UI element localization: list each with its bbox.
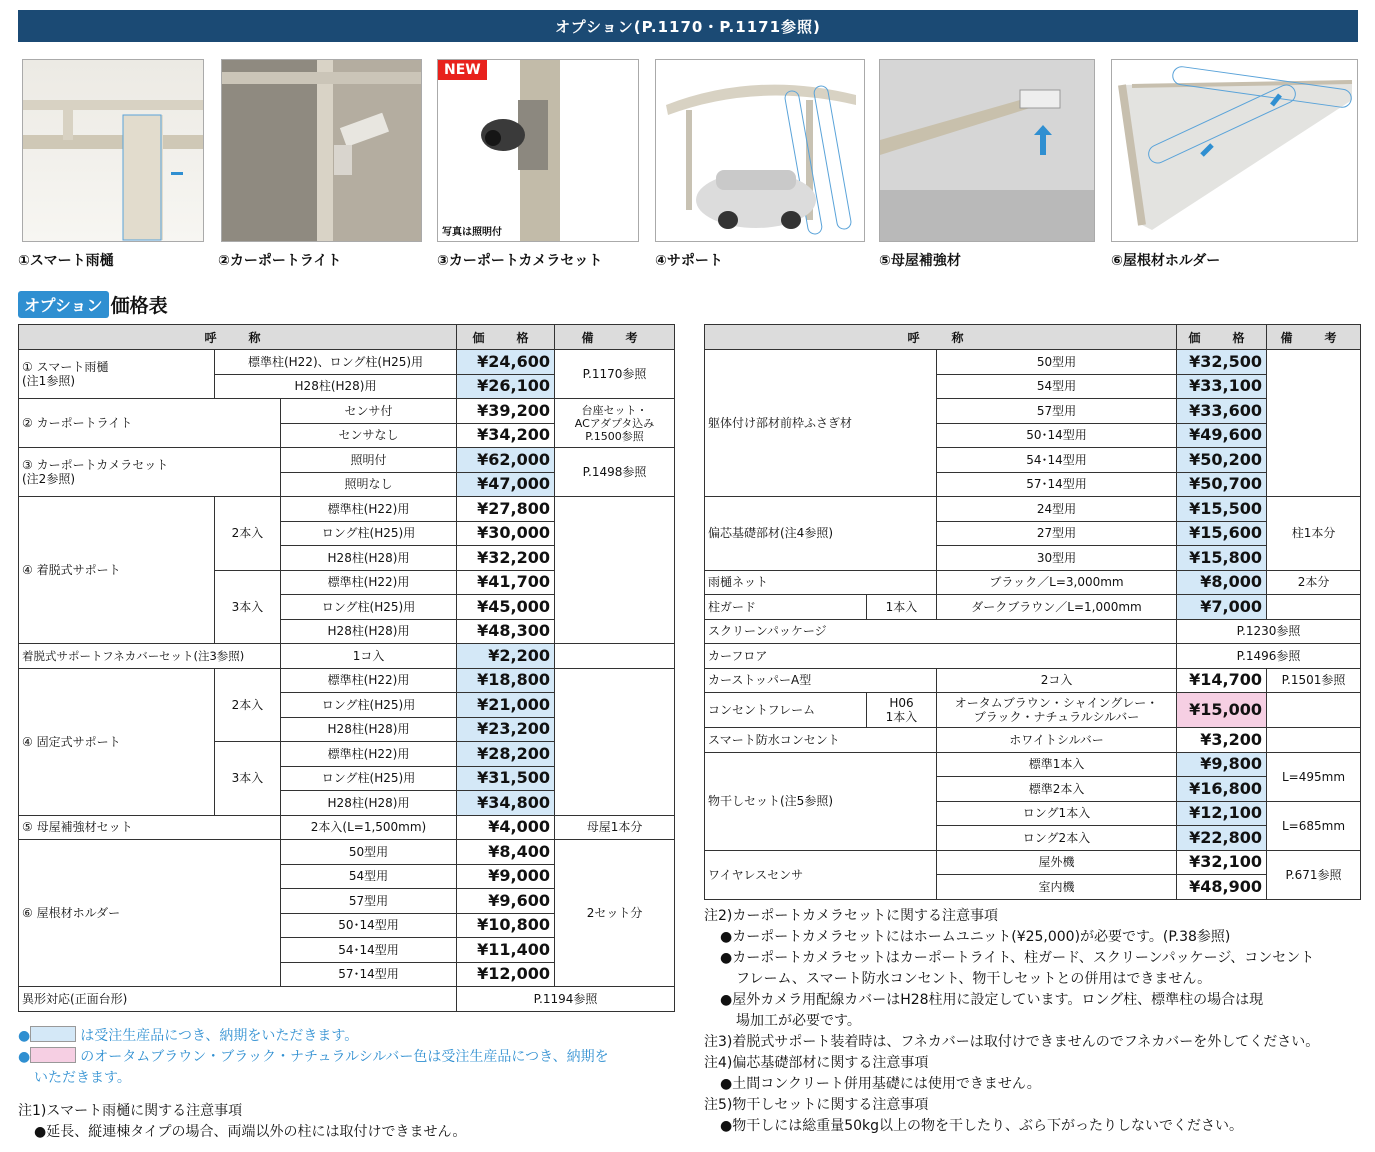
legend <box>18 1026 678 1089</box>
item-fixed-support: ④ 固定式サポート <box>19 668 215 815</box>
item-sensor: ワイヤレスセンサ <box>705 850 937 899</box>
variant: 54･14型用 <box>281 938 457 963</box>
camera-illustration <box>438 60 639 242</box>
price: ¥16,800 <box>1177 777 1267 802</box>
left-price-table <box>18 324 675 1012</box>
price: ¥15,000 <box>1177 693 1267 728</box>
variant: 標準柱(H22)用 <box>281 742 457 767</box>
photo-carport-light <box>221 59 422 242</box>
note: P.671参照 <box>1267 850 1361 899</box>
support-illustration <box>656 60 865 242</box>
price: ¥62,000 <box>457 448 555 473</box>
price: ¥27,800 <box>457 497 555 522</box>
variant: 室内機 <box>937 875 1177 900</box>
price: ¥15,800 <box>1177 546 1267 571</box>
photo-note: 写真は照明付 <box>442 227 502 238</box>
note: P.1170参照 <box>555 350 675 399</box>
price: ¥39,200 <box>457 399 555 424</box>
price: ¥11,400 <box>457 938 555 963</box>
price: ¥50,200 <box>1177 448 1267 473</box>
price: ¥48,900 <box>1177 875 1267 900</box>
note: L=685mm <box>1267 801 1361 850</box>
qty: H06 1本入 <box>867 693 937 728</box>
note-1-title: 注1)スマート雨樋に関する注意事項 <box>18 1103 243 1119</box>
note: 母屋1本分 <box>555 815 675 840</box>
price: ¥48,300 <box>457 619 555 644</box>
header-name: 呼 称 <box>19 325 457 350</box>
header-price: 価 格 <box>457 325 555 350</box>
photo-purlin <box>879 59 1095 242</box>
price: ¥33,600 <box>1177 399 1267 424</box>
note: 2本分 <box>1267 570 1361 595</box>
price: ¥28,200 <box>457 742 555 767</box>
item-guard: 柱ガード <box>705 595 867 620</box>
price: ¥10,800 <box>457 913 555 938</box>
banner: オプション(P.1170・P.1171参照) <box>18 10 1358 42</box>
variant: 50型用 <box>937 350 1177 375</box>
spec: ブラック／L=3,000mm <box>937 570 1177 595</box>
item-camera: ③ カーポートカメラセット (注2参照) <box>19 448 281 497</box>
ref: P.1194参照 <box>457 987 675 1012</box>
new-badge: NEW <box>438 60 487 80</box>
legend-blue-text: は受注生産品につき、納期をいただきます。 <box>80 1028 359 1044</box>
note-2-item: ●カーポートカメラセットはカーポートライト、柱ガード、スクリーンパッケージ、コンセント <box>720 950 1315 966</box>
caption-3: ③カーポートカメラセット <box>437 253 603 269</box>
legend-bullet: ● <box>18 1049 31 1065</box>
note: 柱1本分 <box>1267 497 1361 571</box>
photo-smart-gutter <box>22 59 204 242</box>
light-illustration <box>222 60 422 242</box>
item-stopper: カーストッパーA型 <box>705 668 937 693</box>
price: ¥12,000 <box>457 962 555 987</box>
variant: 24型用 <box>937 497 1177 522</box>
price: ¥3,200 <box>1177 728 1267 753</box>
variant: 50･14型用 <box>281 913 457 938</box>
caption-2: ②カーポートライト <box>218 253 342 269</box>
variant: 標準柱(H22)用 <box>281 570 457 595</box>
price: ¥7,000 <box>1177 595 1267 620</box>
price: ¥2,200 <box>457 644 555 669</box>
variant: ロング柱(H25)用 <box>281 521 457 546</box>
variant: H28柱(H28)用 <box>281 717 457 742</box>
price: ¥49,600 <box>1177 423 1267 448</box>
variant: センサなし <box>281 423 457 448</box>
note-4-title: 注4)偏芯基礎部材に関する注意事項 <box>704 1055 929 1071</box>
price: ¥9,000 <box>457 864 555 889</box>
price: ¥41,700 <box>457 570 555 595</box>
ref: P.1496参照 <box>1177 644 1361 669</box>
qty: 1コ入 <box>281 644 457 669</box>
item-light: ② カーポートライト <box>19 399 281 448</box>
price: ¥15,500 <box>1177 497 1267 522</box>
variant: 57･14型用 <box>281 962 457 987</box>
holder-illustration <box>1112 60 1358 242</box>
section-tag: オプション <box>18 291 109 318</box>
variant: 標準2本入 <box>937 777 1177 802</box>
qty: 1本入 <box>867 595 937 620</box>
price: ¥8,400 <box>457 840 555 865</box>
variant: 屋外機 <box>937 850 1177 875</box>
item-odd-shape: 異形対応(正面台形) <box>19 987 457 1012</box>
price: ¥45,000 <box>457 595 555 620</box>
note: P.1501参照 <box>1267 668 1361 693</box>
qty: 2本入(L=1,500mm) <box>281 815 457 840</box>
header-note: 備 考 <box>555 325 675 350</box>
variant: H28柱(H28)用 <box>281 546 457 571</box>
price: ¥21,000 <box>457 693 555 718</box>
qty: 2本入 <box>215 668 281 742</box>
note-5-title: 注5)物干しセットに関する注意事項 <box>704 1097 929 1113</box>
price: ¥9,600 <box>457 889 555 914</box>
ref: P.1230参照 <box>1177 619 1361 644</box>
price: ¥32,500 <box>1177 350 1267 375</box>
variant: ロング柱(H25)用 <box>281 693 457 718</box>
item-outlet: スマート防水コンセント <box>705 728 937 753</box>
note-2-title: 注2)カーポートカメラセットに関する注意事項 <box>704 908 998 924</box>
item-dry: 物干しセット(注5参照) <box>705 752 937 850</box>
photo-carport-camera <box>437 59 639 242</box>
variant: 照明なし <box>281 472 457 497</box>
price: ¥9,800 <box>1177 752 1267 777</box>
variant: 50型用 <box>281 840 457 865</box>
variant: H28柱(H28)用 <box>281 791 457 816</box>
item-floor: カーフロア <box>705 644 1177 669</box>
variant: ロング2本入 <box>937 826 1177 851</box>
qty: 2本入 <box>215 497 281 571</box>
caption-4: ④サポート <box>655 253 723 269</box>
header-note: 備 考 <box>1267 325 1361 350</box>
gutter-illustration <box>23 60 204 242</box>
qty: 3本入 <box>215 570 281 644</box>
item-gutter: ① スマート雨樋 (注1参照) <box>19 350 215 399</box>
variant: 30型用 <box>937 546 1177 571</box>
section-main: 価格表 <box>110 295 168 317</box>
item-net: 雨樋ネット <box>705 570 937 595</box>
price: ¥50,700 <box>1177 472 1267 497</box>
photo-support <box>655 59 865 242</box>
variant: 標準柱(H22)用 <box>281 668 457 693</box>
price: ¥32,100 <box>1177 850 1267 875</box>
legend-pink <box>18 1047 678 1068</box>
header-name: 呼 称 <box>705 325 1177 350</box>
variant: ロング1本入 <box>937 801 1177 826</box>
price: ¥31,500 <box>457 766 555 791</box>
item-base: 偏芯基礎部材(注4参照) <box>705 497 937 571</box>
note: 2セット分 <box>555 840 675 987</box>
price: ¥23,200 <box>457 717 555 742</box>
variant: 57型用 <box>281 889 457 914</box>
item-detach-support: ④ 着脱式サポート <box>19 497 215 644</box>
right-price-table <box>704 324 1361 900</box>
price: ¥15,600 <box>1177 521 1267 546</box>
legend-bullet: ● <box>18 1028 31 1044</box>
spec: オータムブラウン・シャイングレー・ ブラック・ナチュラルシルバー <box>937 693 1177 728</box>
variant: 54型用 <box>937 374 1177 399</box>
qty: 3本入 <box>215 742 281 816</box>
price: ¥4,000 <box>457 815 555 840</box>
notes-right <box>704 906 1364 1137</box>
item-roof-holder: ⑥ 屋根材ホルダー <box>19 840 281 987</box>
caption-1: ①スマート雨樋 <box>18 253 114 269</box>
variant: ロング柱(H25)用 <box>281 595 457 620</box>
section-title <box>18 291 168 318</box>
variant: H28柱(H28)用 <box>215 374 457 399</box>
note: P.1498参照 <box>555 448 675 497</box>
variant: 54型用 <box>281 864 457 889</box>
spec: ホワイトシルバー <box>937 728 1177 753</box>
variant: 57型用 <box>937 399 1177 424</box>
price: ¥8,000 <box>1177 570 1267 595</box>
variant: H28柱(H28)用 <box>281 619 457 644</box>
price: ¥34,200 <box>457 423 555 448</box>
note: L=495mm <box>1267 752 1361 801</box>
purlin-illustration <box>880 60 1095 242</box>
note-2-item: ●屋外カメラ用配線カバーはH28柱用に設定しています。ロング柱、標準柱の場合は現 <box>720 992 1264 1008</box>
price: ¥32,200 <box>457 546 555 571</box>
item-cover: 着脱式サポートフネカバーセット(注3参照) <box>19 644 281 669</box>
variant: センサ付 <box>281 399 457 424</box>
variant: 27型用 <box>937 521 1177 546</box>
price: ¥34,800 <box>457 791 555 816</box>
note-5-item: ●物干しには総重量50kg以上の物を干したり、ぶら下がったりしないでください。 <box>720 1118 1244 1134</box>
variant: 54･14型用 <box>937 448 1177 473</box>
legend-pink-text: のオータムブラウン・ブラック・ナチュラルシルバー色は受注生産品につき、納期を <box>80 1049 609 1065</box>
variant: 標準柱(H22)、ロング柱(H25)用 <box>215 350 457 375</box>
price: ¥22,800 <box>1177 826 1267 851</box>
note-2-item: ●カーポートカメラセットにはホームユニット(¥25,000)が必要です。(P.38参照) <box>720 929 1231 945</box>
caption-5: ⑤母屋補強材 <box>879 253 961 269</box>
variant: 標準1本入 <box>937 752 1177 777</box>
variant: 標準柱(H22)用 <box>281 497 457 522</box>
variant: 50･14型用 <box>937 423 1177 448</box>
price: ¥12,100 <box>1177 801 1267 826</box>
note: 台座セット・ ACアダプタ込み P.1500参照 <box>555 399 675 448</box>
caption-6: ⑥屋根材ホルダー <box>1111 253 1221 269</box>
price: ¥30,000 <box>457 521 555 546</box>
price: ¥26,100 <box>457 374 555 399</box>
notes-left <box>18 1101 678 1143</box>
variant: 照明付 <box>281 448 457 473</box>
note-2-item: 場加工が必要です。 <box>736 1013 861 1029</box>
variant: ロング柱(H25)用 <box>281 766 457 791</box>
note-2-item: フレーム、スマート防水コンセント、物干しセットとの併用はできません。 <box>736 971 1212 987</box>
item-outlet-frame: コンセントフレーム <box>705 693 867 728</box>
note-1-item: ●延長、縦連棟タイプの場合、両端以外の柱には取付けできません。 <box>34 1124 467 1140</box>
item-screen: スクリーンパッケージ <box>705 619 1177 644</box>
qty: 2コ入 <box>937 668 1177 693</box>
spec: ダークブラウン／L=1,000mm <box>937 595 1177 620</box>
note-4-item: ●土間コンクリート併用基礎には使用できません。 <box>720 1076 1041 1092</box>
item-purlin: ⑤ 母屋補強材セット <box>19 815 281 840</box>
note-3: 注3)着脱式サポート装着時は、フネカバーは取付けできませんのでフネカバーを外してください。 <box>704 1034 1320 1050</box>
legend-pink-cont: いただきます。 <box>34 1070 131 1086</box>
price: ¥14,700 <box>1177 668 1267 693</box>
price: ¥47,000 <box>457 472 555 497</box>
header-price: 価 格 <box>1177 325 1267 350</box>
price: ¥24,600 <box>457 350 555 375</box>
price: ¥33,100 <box>1177 374 1267 399</box>
legend-blue <box>18 1026 678 1047</box>
photo-roof-holder <box>1111 59 1358 242</box>
item-front-cover: 躯体付け部材前枠ふさぎ材 <box>705 350 937 497</box>
variant: 57･14型用 <box>937 472 1177 497</box>
price: ¥18,800 <box>457 668 555 693</box>
